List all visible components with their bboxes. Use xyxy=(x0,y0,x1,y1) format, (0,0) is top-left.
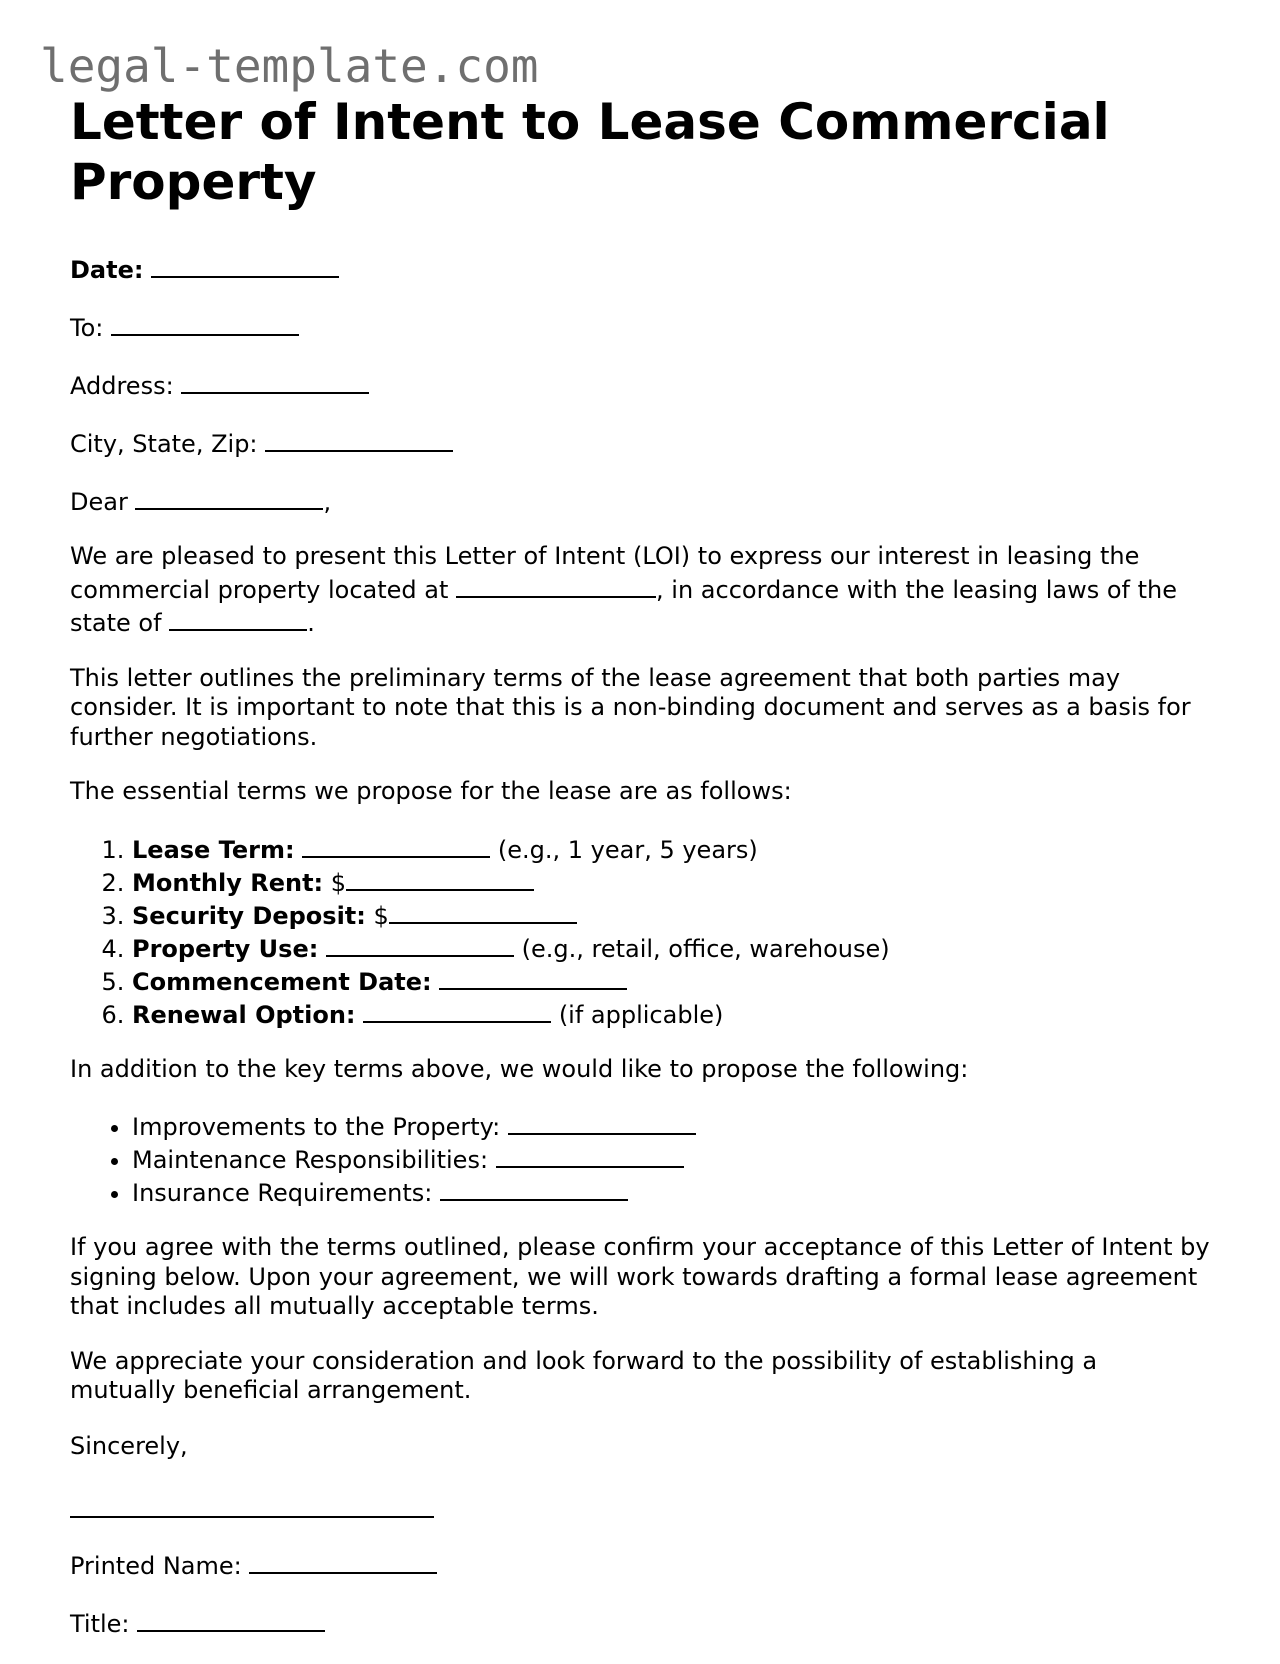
term-blank xyxy=(302,832,490,858)
extras-list xyxy=(70,1109,1210,1208)
city-line xyxy=(70,426,1210,459)
document-body xyxy=(70,92,1210,1664)
extras-intro: In addition to the key terms above, we would like to propose the following: xyxy=(70,1054,969,1083)
signoff: Sincerely, xyxy=(70,1431,188,1460)
title-line xyxy=(70,1606,1210,1639)
dear-label: Dear xyxy=(70,488,128,516)
term-blank xyxy=(326,931,514,957)
date-blank xyxy=(151,252,339,278)
date-line xyxy=(70,252,1210,285)
term-item xyxy=(132,865,1210,898)
address-line xyxy=(70,368,1210,401)
dear-blank xyxy=(135,484,323,510)
term-blank xyxy=(363,997,551,1023)
extra-blank xyxy=(508,1109,696,1135)
salutation-line xyxy=(70,484,1210,517)
term-label: Commencement Date: xyxy=(132,967,432,996)
acceptance-paragraph: If you agree with the terms outlined, please confirm your acceptance of this Letter of Intent by signing below. Upon your agreement, we will work towards drafting a formal lease agreement that includes all mutually acceptable terms. xyxy=(70,1233,1210,1320)
intro-part1: We are pleased to present this Letter of Intent (LOI) to express our interest in leasing the commercial property located at xyxy=(70,542,1140,604)
printed-name-blank xyxy=(249,1548,437,1574)
term-suffix: (e.g., retail, office, warehouse) xyxy=(521,934,890,963)
term-label: Monthly Rent: xyxy=(132,868,324,897)
title-blank xyxy=(137,1606,325,1632)
to-blank xyxy=(111,310,299,336)
intro-paragraph xyxy=(70,542,1210,639)
term-suffix: (if applicable) xyxy=(558,1000,724,1029)
term-label: Renewal Option: xyxy=(132,1000,356,1029)
term-blank xyxy=(389,898,577,924)
terms-intro: The essential terms we propose for the lease are as follows: xyxy=(70,777,792,805)
term-prefix: $ xyxy=(373,901,389,930)
term-label: Lease Term: xyxy=(132,835,295,864)
watermark: legal-template.com xyxy=(40,39,539,93)
to-line xyxy=(70,310,1210,343)
term-label: Property Use: xyxy=(132,934,319,963)
extra-label: Improvements to the Property: xyxy=(132,1113,501,1141)
printed-name-line xyxy=(70,1548,1210,1581)
term-blank xyxy=(439,964,627,990)
term-item xyxy=(132,898,1210,931)
closing-paragraph: We appreciate your consideration and look forward to the possibility of establishing a mutually beneficial arrangement. xyxy=(70,1346,1098,1404)
term-prefix: $ xyxy=(330,868,347,897)
intro-part2: , in accordance with the leasing laws of the state of xyxy=(70,575,1177,637)
term-item xyxy=(132,964,1210,997)
term-item xyxy=(132,997,1210,1030)
printed-name-label: Printed Name: xyxy=(70,1551,242,1580)
dear-suffix: , xyxy=(323,488,332,516)
signature-line xyxy=(70,1486,434,1518)
extra-item xyxy=(132,1109,1210,1142)
title-label: Title: xyxy=(70,1609,130,1638)
document-title: Letter of Intent to Lease Commercial Property xyxy=(70,93,1110,211)
term-label: Security Deposit: xyxy=(132,901,366,930)
extra-blank xyxy=(440,1175,628,1201)
term-item xyxy=(132,832,1210,865)
city-label: City, State, Zip: xyxy=(70,430,258,458)
term-item xyxy=(132,931,1210,964)
outline-paragraph: This letter outlines the preliminary terms of the lease agreement that both parties may consider. It is important to note that this is a non-binding document and serves as a basis for further negotiations. xyxy=(70,663,1191,751)
extra-blank xyxy=(496,1142,684,1168)
term-suffix: (e.g., 1 year, 5 years) xyxy=(497,835,758,864)
address-blank xyxy=(181,368,369,394)
extra-item xyxy=(132,1175,1210,1208)
term-blank xyxy=(346,865,534,891)
address-label: Address: xyxy=(70,372,174,400)
extra-item xyxy=(132,1142,1210,1175)
intro-part3: . xyxy=(307,609,315,637)
extra-label: Insurance Requirements: xyxy=(132,1179,433,1207)
city-blank xyxy=(265,426,453,452)
to-label: To: xyxy=(70,314,104,342)
terms-list xyxy=(70,832,1210,1030)
state-blank xyxy=(169,605,307,631)
extra-label: Maintenance Responsibilities: xyxy=(132,1146,489,1174)
property-location-blank xyxy=(456,572,656,598)
date-label: Date: xyxy=(70,256,144,284)
